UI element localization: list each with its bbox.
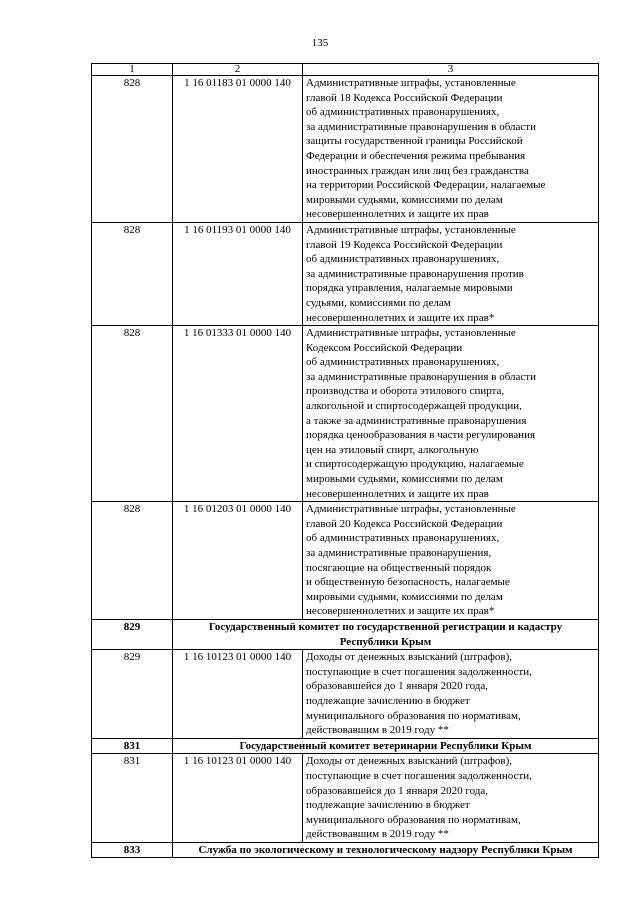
table-row — [92, 650, 599, 739]
revenue-description-line: образовавшейся до 1 января 2020 года, — [306, 784, 488, 797]
revenue-description-line: несовершеннолетних и защите их прав — [306, 208, 489, 221]
revenue-description-line: Административные штрафы, установленные — [306, 223, 516, 236]
revenue-description-line: производства и оборота этилового спирта, — [306, 385, 505, 398]
section-row — [92, 738, 599, 754]
revenue-description-line: об административных правонарушениях, — [306, 532, 500, 545]
revenue-description-line: а также за административные правонарушения — [306, 414, 527, 427]
revenue-description-line: муниципального образования по нормативам, — [306, 813, 521, 826]
revenue-description — [303, 222, 599, 325]
budget-classification-code: 1 16 01183 01 0000 140 — [173, 76, 303, 223]
table-row — [92, 76, 599, 223]
table-row — [92, 222, 599, 325]
revenue-description-line: поступающие в счет погашения задолженности, — [306, 665, 532, 678]
column-header-3: 3 — [303, 64, 599, 76]
table-header-row — [92, 64, 599, 76]
revenue-description-line: об административных правонарушениях, — [306, 253, 500, 266]
revenue-description — [303, 754, 599, 843]
revenue-description-line: об административных правонарушениях, — [306, 356, 500, 369]
administrator-code: 828 — [92, 222, 173, 325]
budget-classification-code: 1 16 10123 01 0000 140 — [173, 754, 303, 843]
section-organization — [173, 619, 599, 649]
revenue-description-line: главой 18 Кодекса Российской Федерации — [306, 91, 503, 104]
revenue-description — [303, 326, 599, 502]
table-row — [92, 502, 599, 620]
budget-classification-code: 1 16 01193 01 0000 140 — [173, 222, 303, 325]
revenue-description-line: Административные штрафы, установленные — [306, 327, 516, 340]
administrator-code: 828 — [92, 326, 173, 502]
revenue-description-line: муниципального образования по нормативам, — [306, 709, 521, 722]
revenue-description-line: и спиртосодержащую продукцию, налагаемые — [306, 458, 524, 471]
revenue-description — [303, 76, 599, 223]
section-code: 829 — [92, 619, 173, 649]
revenue-description-line: судьями, комиссиями по делам — [306, 296, 451, 309]
revenue-description-line: образовавшейся до 1 января 2020 года, — [306, 680, 488, 693]
revenue-description — [303, 650, 599, 739]
revenue-description-line: главой 20 Кодекса Российской Федерации — [306, 517, 503, 530]
revenue-description-line: Доходы от денежных взысканий (штрафов), — [306, 651, 512, 664]
budget-classification-code: 1 16 01203 01 0000 140 — [173, 502, 303, 620]
column-header-2: 2 — [173, 64, 303, 76]
revenue-description-line: за административные правонарушения в области — [306, 370, 536, 383]
revenue-description-line: мировыми судьями, комиссиями по делам — [306, 193, 503, 206]
section-organization-line: Служба по экологическому и технологическому надзору Республики Крым — [198, 843, 573, 856]
administrator-code: 828 — [92, 502, 173, 620]
revenue-classification-table — [91, 63, 599, 858]
revenue-description-line: алкогольной и спиртосодержащей продукции, — [306, 400, 522, 413]
revenue-description-line: за административные правонарушения против — [306, 267, 524, 280]
revenue-description-line: подлежащие зачислению в бюджет — [306, 799, 470, 812]
revenue-description-line: на территории Российской Федерации, налагаемые — [306, 179, 546, 192]
page-number: 135 — [311, 37, 329, 49]
section-organization — [173, 842, 599, 858]
revenue-description-line: мировыми судьями, комиссиями по делам — [306, 473, 503, 486]
budget-classification-code: 1 16 10123 01 0000 140 — [173, 650, 303, 739]
revenue-description-line: поступающие в счет погашения задолженности, — [306, 769, 532, 782]
revenue-description — [303, 502, 599, 620]
table-row — [92, 754, 599, 843]
revenue-description-line: несовершеннолетних и защите их прав* — [306, 605, 495, 618]
table-body — [92, 76, 599, 858]
revenue-description-line: Кодексом Российской Федерации — [306, 341, 463, 354]
section-code: 831 — [92, 738, 173, 754]
section-row — [92, 619, 599, 649]
revenue-description-line: мировыми судьями, комиссиями по делам — [306, 590, 503, 603]
revenue-description-line: Административные штрафы, установленные — [306, 503, 516, 516]
column-header-1: 1 — [92, 64, 173, 76]
administrator-code: 831 — [92, 754, 173, 843]
revenue-description-line: Федерации и обеспечения режима пребывания — [306, 149, 526, 162]
table-row — [92, 326, 599, 502]
revenue-description-line: за административные правонарушения в области — [306, 120, 536, 133]
revenue-description-line: порядка управления, налагаемые мировыми — [306, 282, 513, 295]
revenue-description-line: несовершеннолетних и защите их прав — [306, 487, 489, 500]
revenue-description-line: и общественную безопасность, налагаемые — [306, 576, 510, 589]
section-row — [92, 842, 599, 858]
revenue-description-line: посягающие на общественный порядок — [306, 561, 492, 574]
section-code: 833 — [92, 842, 173, 858]
administrator-code: 828 — [92, 76, 173, 223]
section-organization-line: Государственный комитет по государственной регистрации и кадастру — [208, 620, 563, 633]
revenue-description-line: об административных правонарушениях, — [306, 106, 500, 119]
revenue-description-line: порядка ценообразования в части регулирования — [306, 429, 536, 442]
revenue-description-line: главой 19 Кодекса Российской Федерации — [306, 238, 503, 251]
administrator-code: 829 — [92, 650, 173, 739]
revenue-description-line: действовавшим в 2019 году ** — [306, 828, 449, 841]
section-organization-line: Республики Крым — [339, 635, 432, 648]
revenue-description-line: защиты государственной границы Российской — [306, 135, 523, 148]
budget-classification-code: 1 16 01333 01 0000 140 — [173, 326, 303, 502]
revenue-description-line: подлежащие зачислению в бюджет — [306, 694, 470, 707]
revenue-description-line: за административные правонарушения, — [306, 547, 492, 559]
revenue-description-line: Доходы от денежных взысканий (штрафов), — [306, 755, 512, 768]
section-organization — [173, 738, 599, 754]
revenue-description-line: цен на этиловый спирт, алкогольную — [306, 443, 479, 456]
revenue-description-line: Административные штрафы, установленные — [306, 77, 516, 89]
revenue-description-line: иностранных граждан или лиц без гражданства — [306, 164, 529, 177]
section-organization-line: Государственный комитет ветеринарии Республики Крым — [239, 739, 532, 752]
revenue-description-line: несовершеннолетних и защите их прав* — [306, 311, 495, 324]
revenue-description-line: действовавшим в 2019 году ** — [306, 724, 449, 737]
